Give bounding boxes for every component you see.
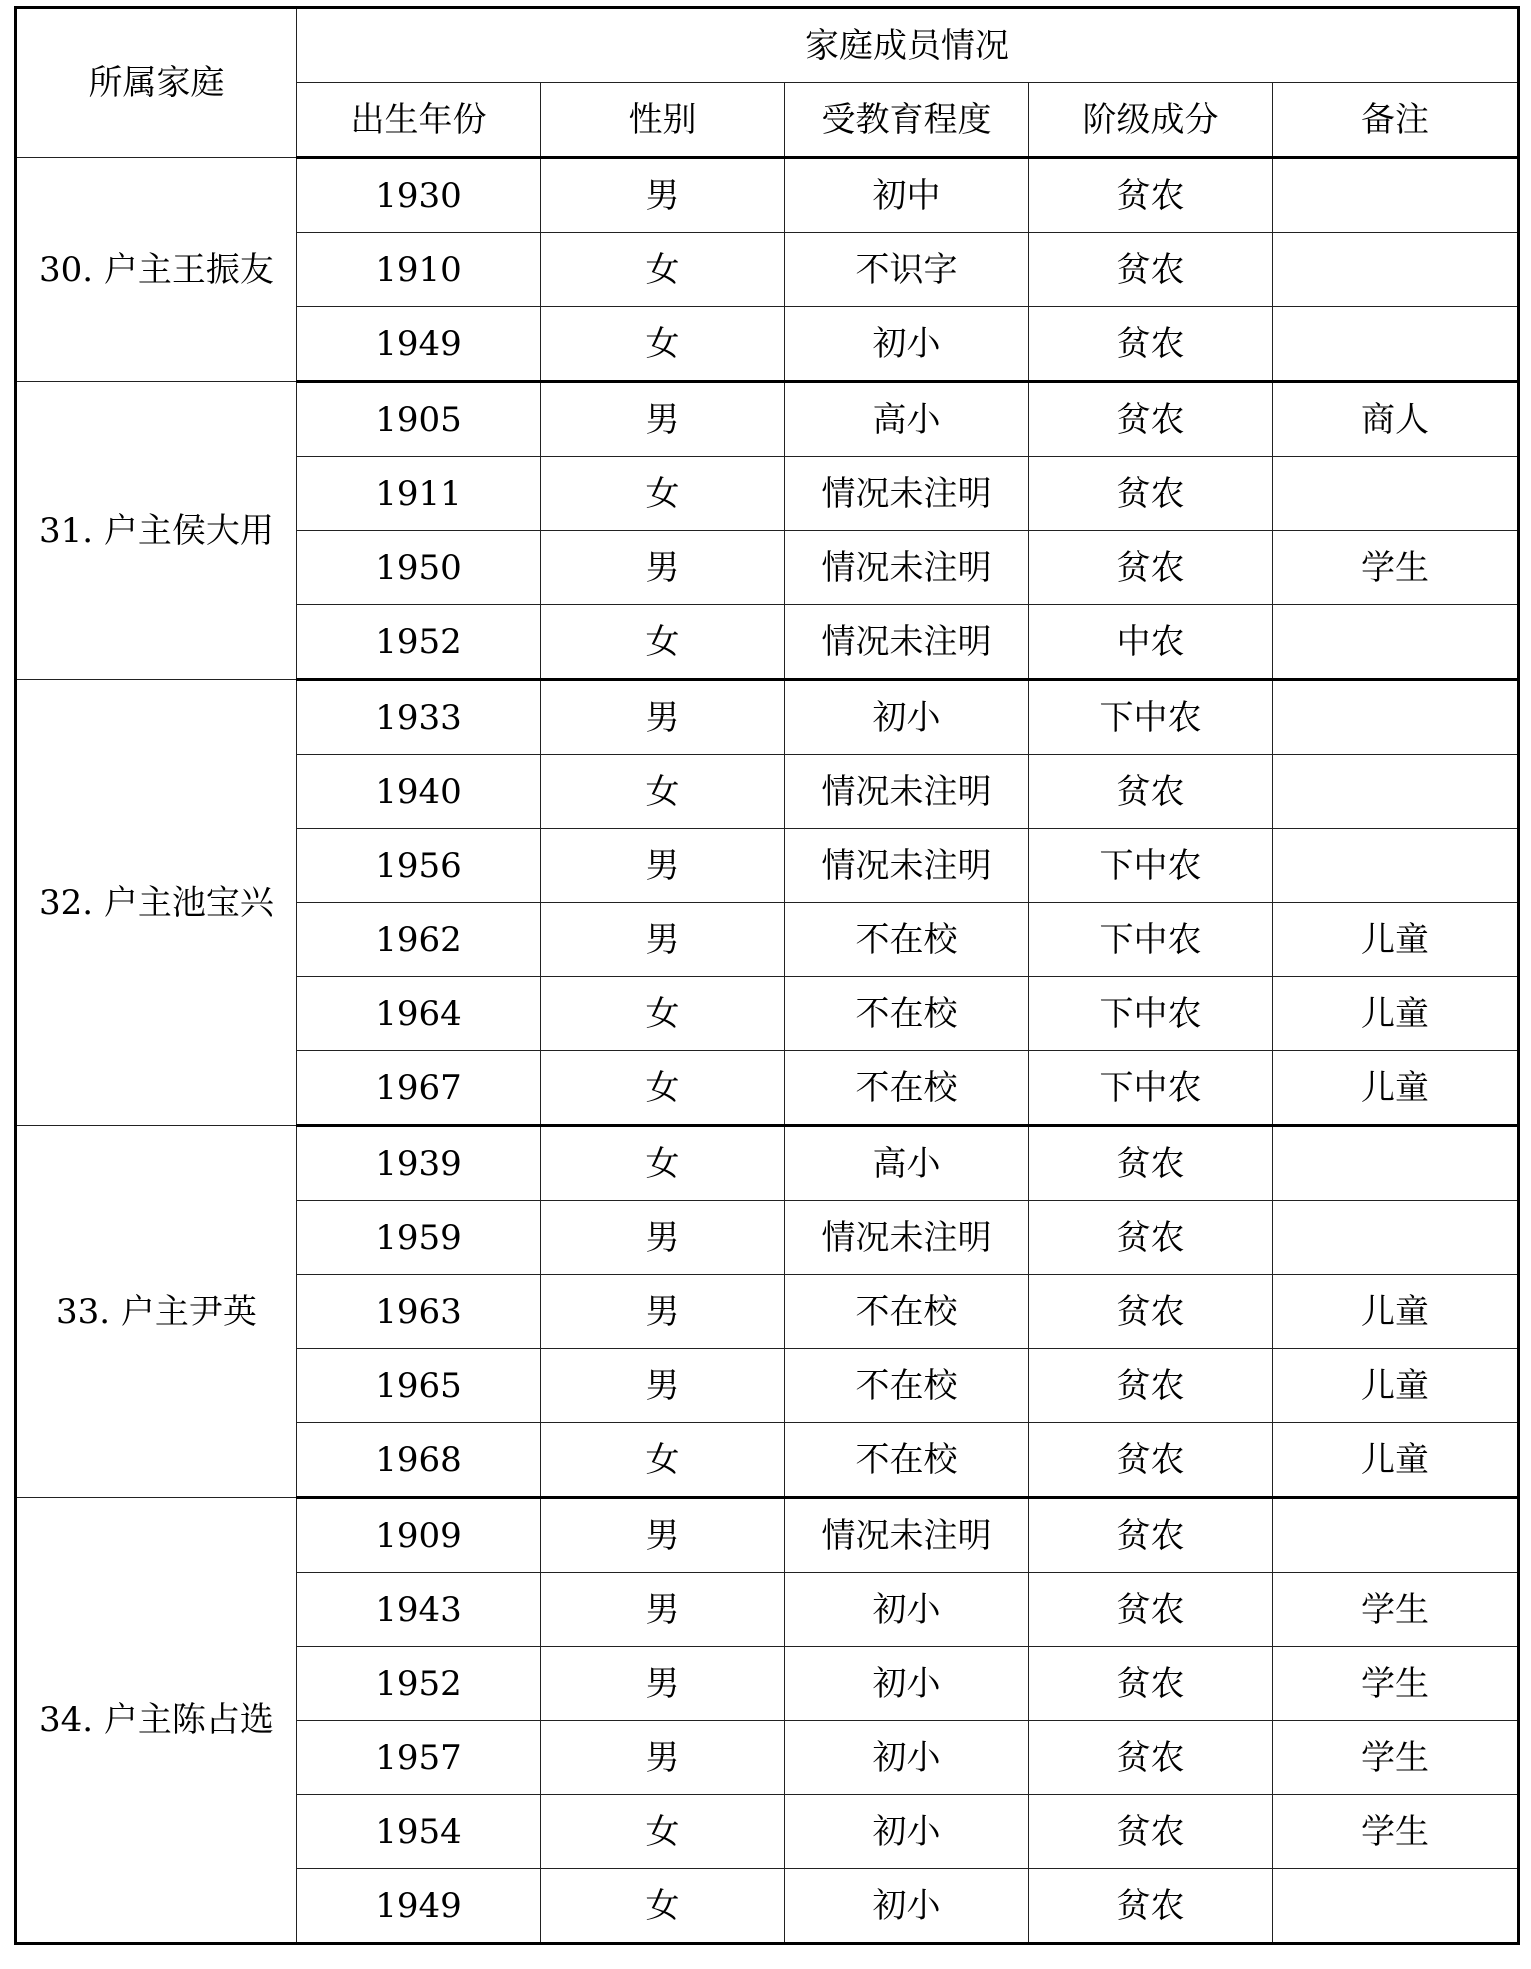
gender-cell: 女: [541, 977, 785, 1051]
gender-cell: 男: [541, 1349, 785, 1423]
education-cell: 初小: [785, 680, 1029, 755]
family-cell: 30. 户主王振友: [16, 158, 297, 382]
education-cell: 情况未注明: [785, 829, 1029, 903]
education-cell: 不在校: [785, 1051, 1029, 1126]
remarks-cell: 儿童: [1273, 903, 1519, 977]
class-status-cell: 下中农: [1029, 903, 1273, 977]
gender-cell: 女: [541, 233, 785, 307]
birth-year-cell: 1930: [297, 158, 541, 233]
birth-year-cell: 1952: [297, 1647, 541, 1721]
table-header: [16, 8, 1519, 158]
gender-cell: 女: [541, 605, 785, 680]
birth-year-cell: 1940: [297, 755, 541, 829]
header-birth-year: 出生年份: [297, 83, 541, 158]
birth-year-cell: 1952: [297, 605, 541, 680]
birth-year-cell: 1949: [297, 1869, 541, 1944]
class-status-cell: 贫农: [1029, 1869, 1273, 1944]
class-status-cell: 贫农: [1029, 1275, 1273, 1349]
birth-year-cell: 1957: [297, 1721, 541, 1795]
education-cell: 情况未注明: [785, 531, 1029, 605]
table-row: [16, 1126, 1519, 1201]
header-remarks: 备注: [1273, 83, 1519, 158]
class-status-cell: 贫农: [1029, 1647, 1273, 1721]
remarks-cell: [1273, 1498, 1519, 1573]
remarks-cell: [1273, 605, 1519, 680]
class-status-cell: 贫农: [1029, 158, 1273, 233]
education-cell: 初小: [785, 307, 1029, 382]
education-cell: 初中: [785, 158, 1029, 233]
class-status-cell: 贫农: [1029, 233, 1273, 307]
gender-cell: 男: [541, 1573, 785, 1647]
remarks-cell: 学生: [1273, 1647, 1519, 1721]
birth-year-cell: 1965: [297, 1349, 541, 1423]
birth-year-cell: 1905: [297, 382, 541, 457]
education-cell: 情况未注明: [785, 1201, 1029, 1275]
class-status-cell: 贫农: [1029, 1423, 1273, 1498]
birth-year-cell: 1956: [297, 829, 541, 903]
gender-cell: 女: [541, 1423, 785, 1498]
table-row: [16, 680, 1519, 755]
class-status-cell: 贫农: [1029, 531, 1273, 605]
gender-cell: 男: [541, 1721, 785, 1795]
education-cell: 初小: [785, 1795, 1029, 1869]
gender-cell: 男: [541, 829, 785, 903]
birth-year-cell: 1911: [297, 457, 541, 531]
education-cell: 不在校: [785, 1349, 1029, 1423]
remarks-cell: [1273, 158, 1519, 233]
header-family-column: 所属家庭: [16, 8, 297, 158]
birth-year-cell: 1910: [297, 233, 541, 307]
remarks-cell: [1273, 307, 1519, 382]
gender-cell: 女: [541, 755, 785, 829]
birth-year-cell: 1964: [297, 977, 541, 1051]
class-status-cell: 贫农: [1029, 1795, 1273, 1869]
gender-cell: 男: [541, 1201, 785, 1275]
birth-year-cell: 1949: [297, 307, 541, 382]
education-cell: 不在校: [785, 977, 1029, 1051]
family-cell: 33. 户主尹英: [16, 1126, 297, 1498]
class-status-cell: 下中农: [1029, 1051, 1273, 1126]
birth-year-cell: 1968: [297, 1423, 541, 1498]
remarks-cell: 儿童: [1273, 1051, 1519, 1126]
remarks-cell: 学生: [1273, 1795, 1519, 1869]
remarks-cell: [1273, 1869, 1519, 1944]
class-status-cell: 贫农: [1029, 307, 1273, 382]
remarks-cell: 儿童: [1273, 1349, 1519, 1423]
gender-cell: 女: [541, 307, 785, 382]
header-gender: 性别: [541, 83, 785, 158]
birth-year-cell: 1950: [297, 531, 541, 605]
gender-cell: 男: [541, 158, 785, 233]
remarks-cell: [1273, 1201, 1519, 1275]
table-body: [16, 158, 1519, 1944]
class-status-cell: 贫农: [1029, 1573, 1273, 1647]
remarks-cell: [1273, 755, 1519, 829]
education-cell: 初小: [785, 1721, 1029, 1795]
table-row: [16, 382, 1519, 457]
education-cell: 不在校: [785, 903, 1029, 977]
birth-year-cell: 1963: [297, 1275, 541, 1349]
birth-year-cell: 1943: [297, 1573, 541, 1647]
gender-cell: 女: [541, 1126, 785, 1201]
education-cell: 不在校: [785, 1275, 1029, 1349]
class-status-cell: 贫农: [1029, 1498, 1273, 1573]
birth-year-cell: 1967: [297, 1051, 541, 1126]
family-cell: 31. 户主侯大用: [16, 382, 297, 680]
remarks-cell: [1273, 680, 1519, 755]
class-status-cell: 贫农: [1029, 382, 1273, 457]
gender-cell: 男: [541, 903, 785, 977]
gender-cell: 女: [541, 1869, 785, 1944]
remarks-cell: [1273, 829, 1519, 903]
header-education: 受教育程度: [785, 83, 1029, 158]
remarks-cell: 学生: [1273, 1721, 1519, 1795]
family-cell: 32. 户主池宝兴: [16, 680, 297, 1126]
gender-cell: 男: [541, 531, 785, 605]
remarks-cell: 儿童: [1273, 1423, 1519, 1498]
class-status-cell: 中农: [1029, 605, 1273, 680]
class-status-cell: 下中农: [1029, 977, 1273, 1051]
family-cell: 34. 户主陈占选: [16, 1498, 297, 1944]
remarks-cell: 学生: [1273, 1573, 1519, 1647]
gender-cell: 女: [541, 1795, 785, 1869]
education-cell: 情况未注明: [785, 605, 1029, 680]
education-cell: 情况未注明: [785, 755, 1029, 829]
birth-year-cell: 1933: [297, 680, 541, 755]
education-cell: 初小: [785, 1869, 1029, 1944]
education-cell: 高小: [785, 1126, 1029, 1201]
gender-cell: 男: [541, 1498, 785, 1573]
class-status-cell: 下中农: [1029, 829, 1273, 903]
table-row: [16, 1498, 1519, 1573]
education-cell: 初小: [785, 1647, 1029, 1721]
family-members-table: [14, 6, 1520, 1945]
education-cell: 情况未注明: [785, 1498, 1029, 1573]
education-cell: 不在校: [785, 1423, 1029, 1498]
birth-year-cell: 1959: [297, 1201, 541, 1275]
birth-year-cell: 1962: [297, 903, 541, 977]
education-cell: 初小: [785, 1573, 1029, 1647]
remarks-cell: 学生: [1273, 531, 1519, 605]
birth-year-cell: 1909: [297, 1498, 541, 1573]
table-row: [16, 158, 1519, 233]
class-status-cell: 贫农: [1029, 457, 1273, 531]
remarks-cell: 儿童: [1273, 977, 1519, 1051]
class-status-cell: 贫农: [1029, 755, 1273, 829]
header-class-status: 阶级成分: [1029, 83, 1273, 158]
gender-cell: 男: [541, 1275, 785, 1349]
remarks-cell: 商人: [1273, 382, 1519, 457]
remarks-cell: [1273, 233, 1519, 307]
header-group-title: 家庭成员情况: [297, 8, 1519, 83]
gender-cell: 男: [541, 382, 785, 457]
class-status-cell: 贫农: [1029, 1721, 1273, 1795]
education-cell: 情况未注明: [785, 457, 1029, 531]
remarks-cell: [1273, 457, 1519, 531]
remarks-cell: [1273, 1126, 1519, 1201]
education-cell: 不识字: [785, 233, 1029, 307]
birth-year-cell: 1939: [297, 1126, 541, 1201]
class-status-cell: 贫农: [1029, 1126, 1273, 1201]
class-status-cell: 下中农: [1029, 680, 1273, 755]
gender-cell: 男: [541, 1647, 785, 1721]
class-status-cell: 贫农: [1029, 1201, 1273, 1275]
class-status-cell: 贫农: [1029, 1349, 1273, 1423]
gender-cell: 男: [541, 680, 785, 755]
birth-year-cell: 1954: [297, 1795, 541, 1869]
remarks-cell: 儿童: [1273, 1275, 1519, 1349]
gender-cell: 女: [541, 457, 785, 531]
education-cell: 高小: [785, 382, 1029, 457]
gender-cell: 女: [541, 1051, 785, 1126]
